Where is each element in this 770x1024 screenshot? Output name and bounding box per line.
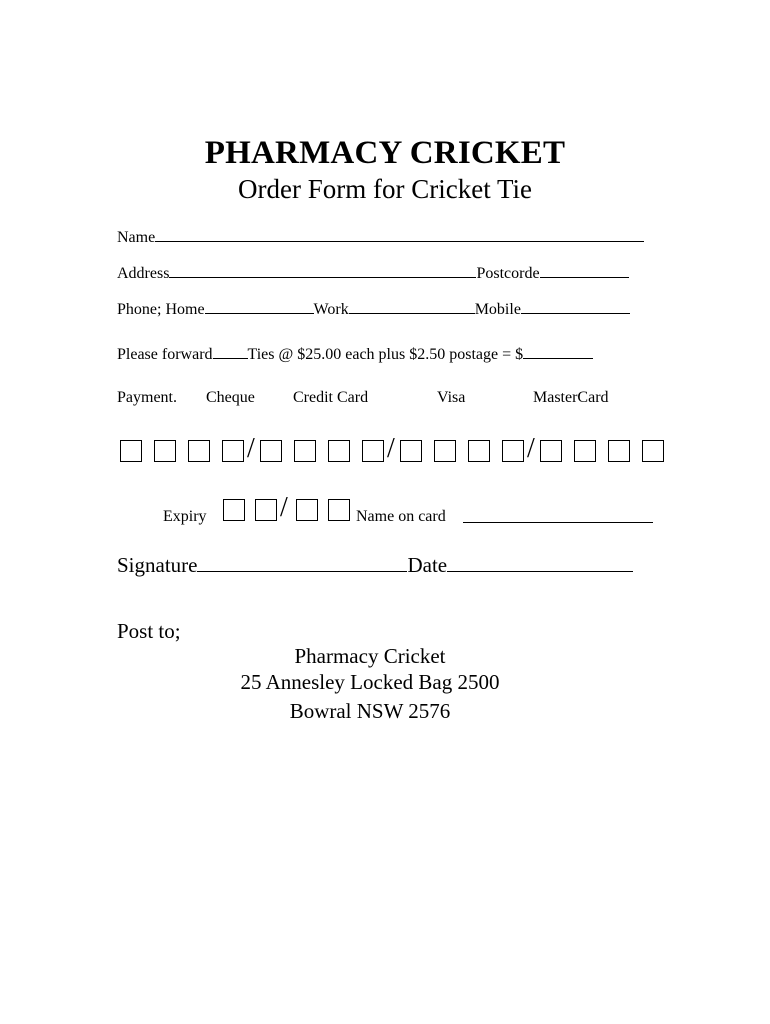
post-to-label: Post to;: [117, 619, 181, 643]
card-digit-box[interactable]: [608, 440, 630, 462]
expiry-digit-box[interactable]: [296, 499, 318, 521]
card-separator: /: [387, 433, 395, 464]
address-label: Address: [117, 265, 170, 282]
signature-label: Signature: [117, 553, 198, 577]
phone-home-label: Phone; Home: [117, 301, 205, 318]
ties-price-text: Ties @ $25.00 each plus $2.50 postage = $: [247, 346, 524, 363]
card-digit-box[interactable]: [260, 440, 282, 462]
work-label: Work: [313, 301, 349, 318]
card-digit-box[interactable]: [502, 440, 524, 462]
mobile-label: Mobile: [474, 301, 521, 318]
expiry-digit-box[interactable]: [223, 499, 245, 521]
card-digit-box[interactable]: [222, 440, 244, 462]
address-line-2: 25 Annesley Locked Bag 2500: [240, 670, 500, 694]
forward-row: [117, 343, 593, 365]
name-label: Name: [117, 229, 156, 246]
form-title: PHARMACY CRICKET: [204, 135, 566, 171]
payment-row: [117, 388, 637, 408]
postcode-label: Postcorde: [476, 265, 540, 282]
card-digit-box[interactable]: [294, 440, 316, 462]
card-digit-box[interactable]: [328, 440, 350, 462]
address-line-1: Pharmacy Cricket: [294, 644, 446, 668]
expiry-digit-box[interactable]: [255, 499, 277, 521]
phone-row: [117, 298, 630, 320]
date-field[interactable]: [447, 551, 633, 572]
form-subtitle: Order Form for Cricket Tie: [238, 174, 532, 204]
payment-option-credit-card[interactable]: Credit Card: [293, 389, 369, 406]
signature-row: [117, 551, 633, 578]
card-digit-box[interactable]: [540, 440, 562, 462]
card-digit-box[interactable]: [362, 440, 384, 462]
mobile-field[interactable]: [521, 298, 630, 314]
tie-quantity-field[interactable]: [213, 343, 248, 359]
address-row: [117, 262, 629, 284]
expiry-digit-box[interactable]: [328, 499, 350, 521]
payment-option-mastercard[interactable]: MasterCard: [533, 389, 609, 406]
card-digit-box[interactable]: [188, 440, 210, 462]
payment-option-cheque[interactable]: Cheque: [206, 389, 255, 406]
address-field[interactable]: [169, 262, 476, 278]
expiry-separator: /: [280, 492, 288, 523]
card-digit-box[interactable]: [154, 440, 176, 462]
card-digit-box[interactable]: [468, 440, 490, 462]
phone-home-field[interactable]: [205, 298, 314, 314]
name-row: [117, 226, 644, 248]
total-amount-field[interactable]: [523, 343, 593, 359]
card-separator: /: [247, 433, 255, 464]
work-phone-field[interactable]: [349, 298, 475, 314]
address-line-3: Bowral NSW 2576: [289, 699, 451, 723]
card-digit-box[interactable]: [400, 440, 422, 462]
card-digit-box[interactable]: [120, 440, 142, 462]
payment-option-visa[interactable]: Visa: [437, 389, 466, 406]
card-digit-box[interactable]: [574, 440, 596, 462]
card-digit-box[interactable]: [642, 440, 664, 462]
please-forward-label: Please forward: [117, 346, 213, 363]
card-digit-box[interactable]: [434, 440, 456, 462]
date-label: Date: [407, 553, 448, 577]
name-field[interactable]: [155, 226, 644, 242]
signature-field[interactable]: [197, 551, 407, 572]
name-on-card-field[interactable]: [463, 507, 653, 523]
name-on-card-label: Name on card: [356, 508, 446, 525]
payment-label: Payment.: [117, 389, 177, 406]
expiry-label: Expiry: [163, 508, 207, 525]
postcode-field[interactable]: [540, 262, 629, 278]
card-separator: /: [527, 433, 535, 464]
